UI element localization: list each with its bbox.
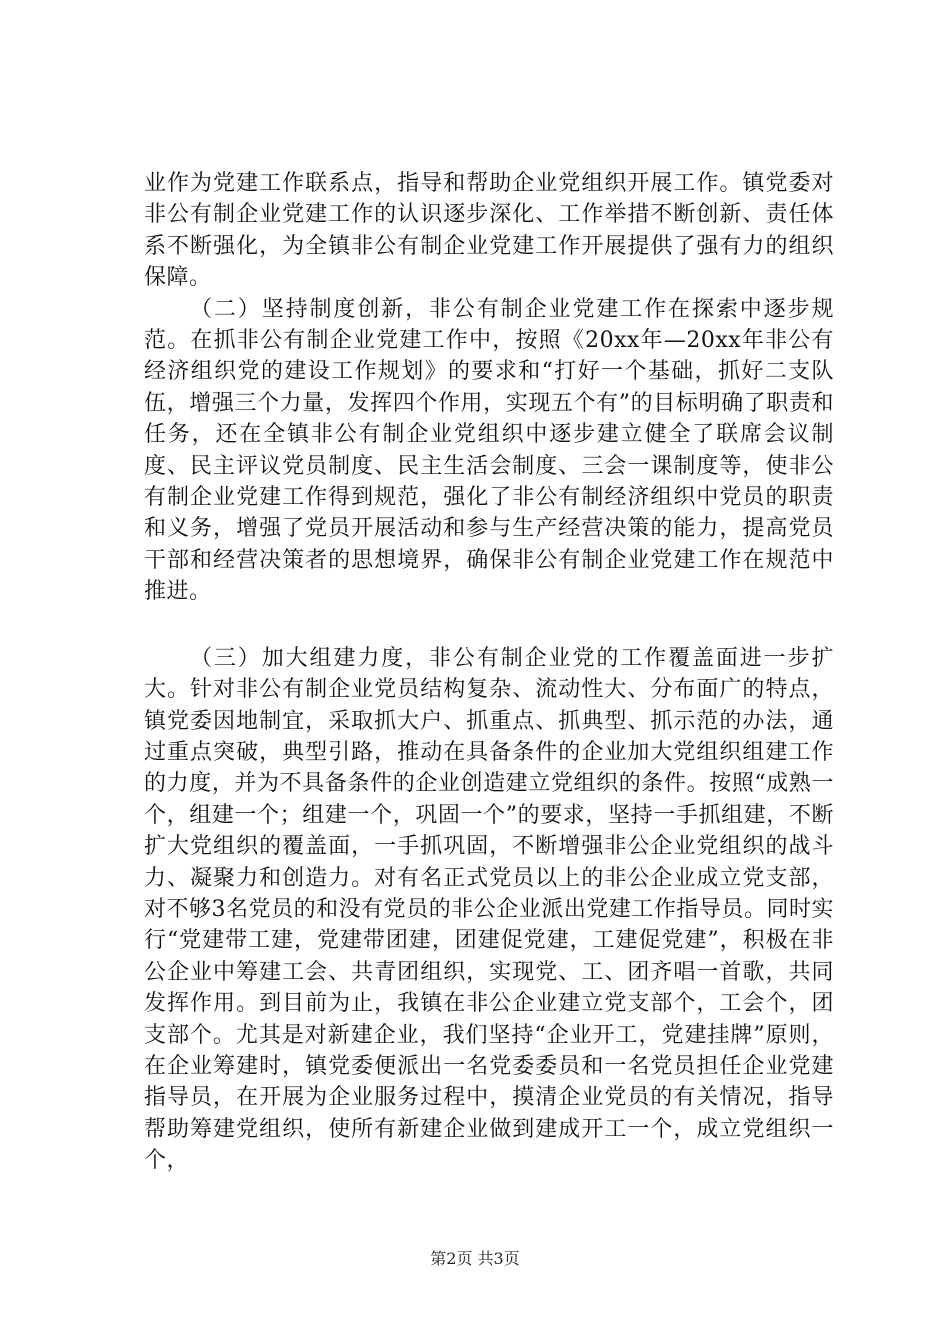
page-number-footer: 第2页 共3页	[430, 1249, 520, 1268]
paragraph-organization-building: （三）加大组建力度，非公有制企业党的工作覆盖面进一步扩大。针对非公有制企业党员结构复杂、流动性大、分布面广的特点，镇党委因地制宜，采取抓大户、抓重点、抓典型、抓示范的办法，通过重点突破，典型引路，推动在具备条件的企业加大党组织组建工作的力度，并为不具备条件的企业创造建立党组织的条件。按照“成熟一个，组建一个；组建一个，巩固一个”的要求，坚持一手抓组建，不断扩大党组织的覆盖面，一手抓巩固，不断增强非公企业党组织的战斗力、凝聚力和创造力。对有名正式党员以上的非公企业成立党支部，对不够3名党员的和没有党员的非公企业派出党建工作指导员。同时实行“党建带工建，党建带团建，团建促党建，工建促党建”，积极在非公企业中筹建工会、共青团组织，实现党、工、团齐唱一首歌，共同发挥作用。到目前为止，我镇在非公企业建立党支部个，工会个，团支部个。尤其是对新建企业，我们坚持“企业开工，党建挂牌”原则，在企业筹建时，镇党委便派出一名党委委员和一名党员担任企业党建指导员，在开展为企业服务过程中，摸清企业党员的有关情况，指导帮助筹建党组织，使所有新建企业做到建成开工一个，成立党组织一个，	[144, 645, 834, 1174]
paragraph-continuation: 业作为党建工作联系点，指导和帮助企业党组织开展工作。镇党委对非公有制企业党建工作的认识逐步深化、工作举措不断创新、责任体系不断强化，为全镇非公有制企业党建工作开展提供了强有力的组织保障。	[144, 171, 834, 291]
document-body	[144, 168, 834, 1177]
paragraph-institutional-innovation: （二）坚持制度创新，非公有制企业党建工作在探索中逐步规范。在抓非公有制企业党建工作中，按照《20xx年—20xx年非公有经济组织党的建设工作规划》的要求和“打好一个基础，抓好二支队伍，增强三个力量，发挥四个作用，实现五个有”的目标明确了职责和任务，还在全镇非公有制企业党组织中逐步建立健全了联席会议制度、民主评议党员制度、民主生活会制度、三会一课制度等，使非公有制企业党建工作得到规范，强化了非公有制经济组织中党员的职责和义务，增强了党员开展活动和参与生产经营决策的能力，提高党员干部和经营决策者的思想境界，确保非公有制企业党建工作在规范中推进。	[144, 296, 834, 605]
paragraph-gap	[144, 608, 834, 643]
